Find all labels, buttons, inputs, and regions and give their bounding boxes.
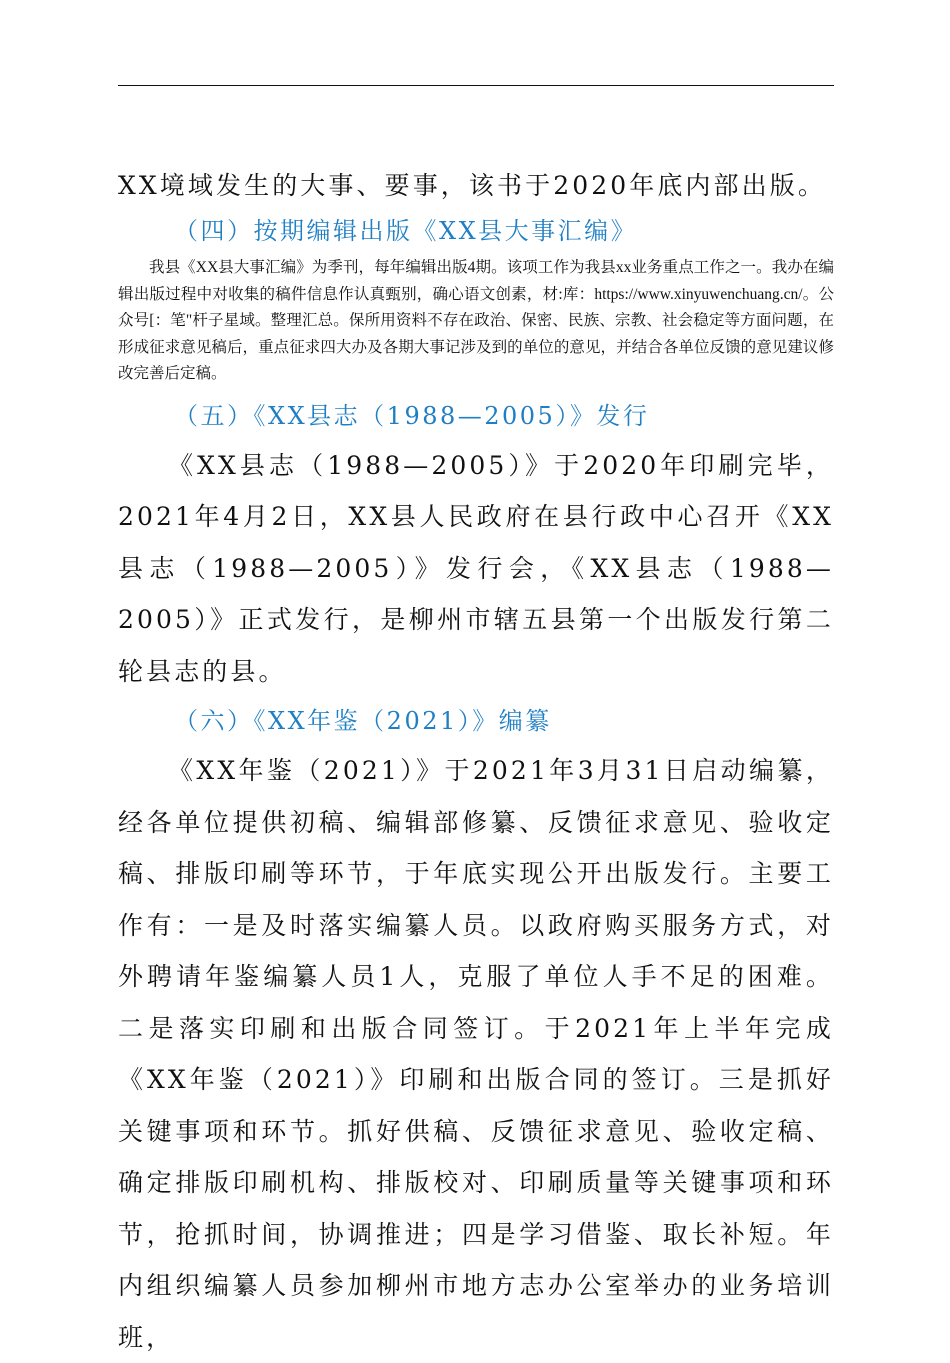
section-body-5: 《XX县志（1988—2005）》于2020年印刷完毕，2021年4月2日，XX县人民政府在县行政中心召开《XX县志（1988—2005）》发行会，《XX县志（1988—2005）》正式发行，是柳州市辖五县第一个出版发行第二轮县志的县。 <box>118 450 834 686</box>
section-body-4: 我县《XX县大事汇编》为季刊，每年编辑出版4期。该项工作为我县xx业务重点工作之一。我办在编辑出版过程中对收集的稿件信息作认真甄别，确心语文创素，材:库：https://www.xinyuwenchuang.cn/。公众号[：笔"杆子星域。整理汇总。保所用资料不存在政治、保密、民族、宗教、社会稳定等方面问题，在形成征求意见稿后，重点征求四大办及各期大事记涉及到的单位的意见，并结合各单位反馈的意见建议修改完善后定稿。 <box>118 259 834 382</box>
document-page <box>118 165 834 1363</box>
section-heading-5: （五）《XX县志（1988—2005）》发行 <box>174 401 650 430</box>
section-heading-4: （四）按期编辑出版《XX县大事汇编》 <box>174 217 638 245</box>
intro-line: XX境域发生的大事、要事，该书于2020年底内部出版。 <box>118 171 826 200</box>
header-rule <box>118 85 834 86</box>
section-heading-6: （六）《XX年鉴（2021）》编纂 <box>174 707 552 735</box>
section-body-6: 《XX年鉴（2021）》于2021年3月31日启动编纂，经各单位提供初稿、编辑部修纂、反馈征求意见、验收定稿、排版印刷等环节，于年底实现公开出版发行。主要工作有：一是及时落实编纂人员。以政府购买服务方式，对外聘请年鉴编纂人员1人，克服了单位人手不足的困难。二是落实印刷和出版合同签订。于2021年上半年完成《XX年鉴（2021）》印刷和出版合同的签订。三是抓好关键事项和环节。抓好供稿、反馈征求意见、验收定稿、确定排版印刷机构、排版校对、印刷质量等关键事项和环节，抢抓时间，协调推进；四是学习借鉴、取长补短。年内组织编纂人员参加柳州市地方志办公室举办的业务培训班， <box>118 756 834 1352</box>
